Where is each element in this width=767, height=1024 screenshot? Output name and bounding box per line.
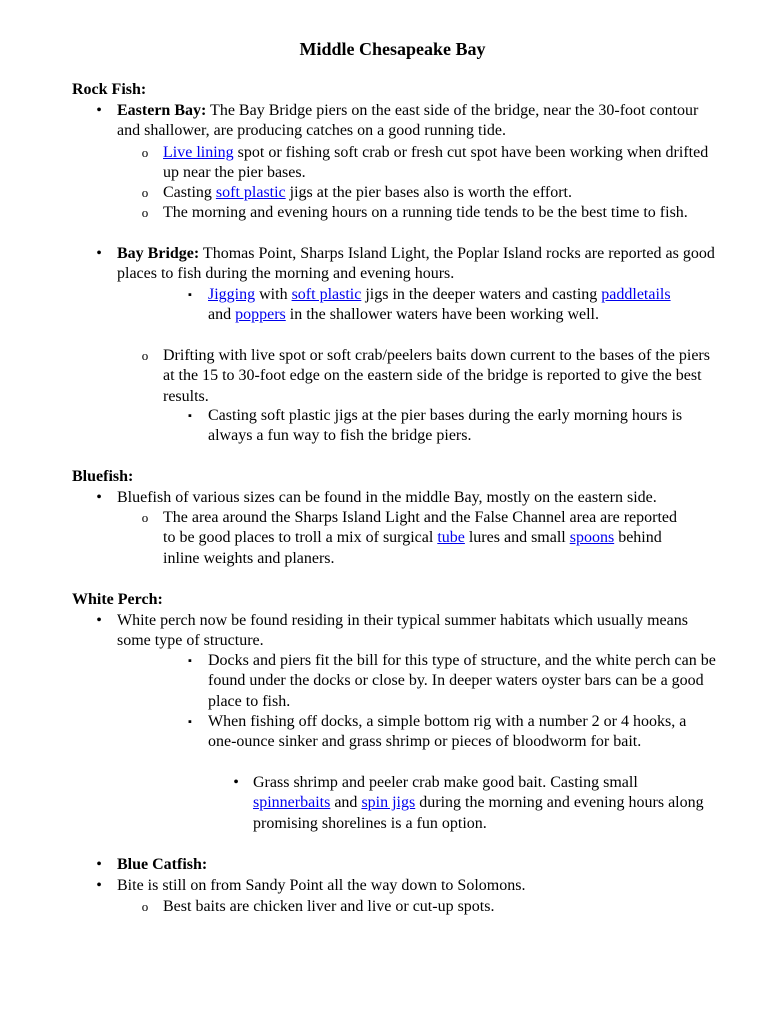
bullet-icon: •	[96, 102, 102, 119]
area-post: behind inline weights and planers.	[163, 529, 662, 567]
area-item	[163, 508, 683, 569]
bite-item: Bite is still on from Sandy Point all the way down to Solomons.	[117, 877, 526, 894]
square-bullet-icon: ▪	[188, 410, 192, 422]
square-bullet-icon: ▪	[188, 289, 192, 301]
shrimp-pre: Grass shrimp and peeler crab make good bait. Casting small	[253, 774, 638, 791]
shrimp-post: during the morning and evening hours along promising shorelines is a fun option.	[253, 794, 704, 832]
spin-jigs-link[interactable]: spin jigs	[361, 794, 416, 812]
spoons-link[interactable]: spoons	[569, 529, 615, 547]
rockfish-heading: Rock Fish:	[72, 81, 147, 98]
bay-bridge-label: Bay Bridge:	[117, 245, 200, 262]
bullet-icon: •	[96, 612, 102, 629]
bullet-icon: •	[96, 245, 102, 262]
perch-item: White perch now be found residing in their typical summer habitats which usually means some type of structure.	[117, 612, 688, 650]
shrimp-and: and	[330, 794, 362, 812]
bullet-icon: •	[96, 877, 102, 894]
bluefish-item: Bluefish of various sizes can be found in the middle Bay, mostly on the eastern side.	[117, 489, 657, 506]
bay-bridge-item	[117, 244, 717, 285]
circle-bullet-icon: o	[141, 510, 149, 525]
jig-with: with	[255, 286, 292, 303]
casting-post: jigs at the pier bases also is worth the effort.	[285, 184, 572, 201]
catfish-heading: Blue Catfish:	[117, 856, 208, 873]
bay-bridge-text: Thomas Point, Sharps Island Light, the Poplar Island rocks are reported as good places to fish during the morning and evening hours.	[117, 245, 715, 283]
jig-and: and	[208, 306, 236, 324]
poppers-link[interactable]: poppers	[235, 306, 286, 324]
spinnerbaits-link[interactable]: spinnerbaits	[253, 794, 331, 812]
page-title: Middle Chesapeake Bay	[299, 39, 486, 59]
bullet-icon: •	[233, 774, 239, 791]
circle-bullet-icon: o	[141, 899, 149, 914]
bullet-icon: •	[96, 489, 102, 506]
soft-plastic-link[interactable]: soft plastic	[215, 184, 286, 201]
square-bullet-icon: ▪	[188, 716, 192, 728]
casting-item	[163, 183, 719, 203]
circle-bullet-icon: o	[141, 205, 149, 220]
square-bullet-icon: ▪	[188, 655, 192, 667]
shrimp-item	[253, 773, 716, 834]
area-pre: The area around the Sharps Island Light and the False Channel area are reported to be good places to troll a mix of surgical	[163, 509, 678, 547]
perch-heading: White Perch:	[72, 591, 163, 608]
drifting-item: Drifting with live spot or soft crab/peelers baits down current to the bases of the piers at the 15 to 30-foot edge on the eastern side of the bridge is reported to give the best results.	[163, 347, 710, 405]
area-mid: lures and small	[464, 529, 570, 547]
eastern-bay-item	[117, 101, 717, 142]
jig-post: in the shallower waters have been working well.	[285, 306, 599, 324]
casting2-item: Casting soft plastic jigs at the pier bases during the early morning hours is always a fun way to fish the bridge piers.	[208, 407, 683, 445]
tube-link[interactable]: tube	[437, 529, 465, 547]
circle-bullet-icon: o	[141, 348, 149, 363]
jigging-item	[208, 285, 683, 326]
bluefish-heading: Bluefish:	[72, 468, 134, 485]
baits-item: Best baits are chicken liver and live or cut-up spots.	[163, 898, 495, 915]
jig-mid: jigs in the deeper waters and casting	[361, 286, 602, 303]
docks-item: Docks and piers fit the bill for this type of structure, and the white perch can be found under the docks or close by. In deeper waters oyster bars can be a good place to fish.	[208, 652, 716, 710]
bullet-icon: •	[96, 856, 102, 873]
casting-pre: Casting	[163, 184, 216, 201]
live-lining-item	[163, 143, 719, 184]
live-lining-link[interactable]: Live lining	[163, 144, 234, 161]
eastern-bay-text: The Bay Bridge piers on the east side of the bridge, near the 30-foot contour and shallower, are producing catches on a good running tide.	[117, 102, 699, 140]
eastern-bay-label: Eastern Bay:	[117, 102, 207, 119]
circle-bullet-icon: o	[141, 145, 149, 160]
paddletails-link[interactable]: paddletails	[601, 286, 671, 303]
jigging-link[interactable]: Jigging	[208, 286, 256, 303]
circle-bullet-icon: o	[141, 185, 149, 200]
live-lining-text: spot or fishing soft crab or fresh cut spot have been working when drifted up near the pier bases.	[163, 144, 709, 182]
fishing-item: When fishing off docks, a simple bottom rig with a number 2 or 4 hooks, a one-ounce sinker and grass shrimp or pieces of bloodworm for bait.	[208, 713, 687, 751]
morning-item: The morning and evening hours on a running tide tends to be the best time to fish.	[163, 204, 688, 221]
soft-plastic-link-2[interactable]: soft plastic	[291, 286, 362, 303]
